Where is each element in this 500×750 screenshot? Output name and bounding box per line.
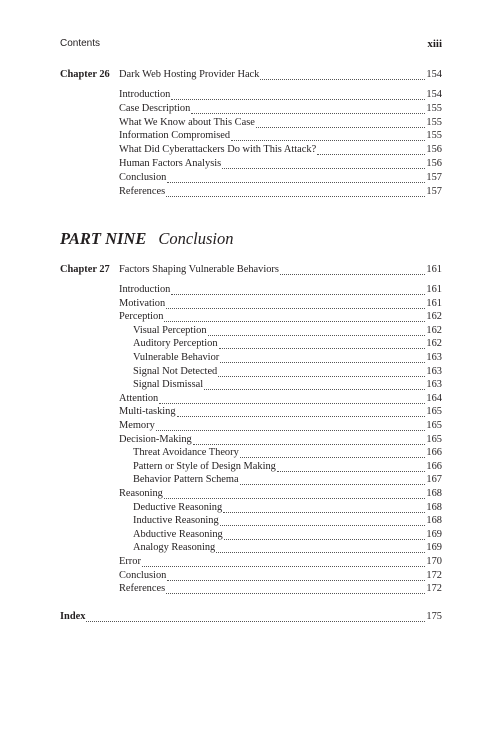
section-title: Information Compromised xyxy=(119,130,231,142)
section-title: Multi-tasking xyxy=(119,406,176,418)
chapter-27-title: Factors Shaping Vulnerable Behaviors xyxy=(119,264,279,275)
section-page: 162 xyxy=(426,324,442,336)
chapter-26-title: Dark Web Hosting Provider Hack xyxy=(119,69,260,80)
section-title: What Did Cyberattackers Do with This Attack? xyxy=(119,144,317,156)
toc-section-entry[interactable] xyxy=(119,433,442,447)
dot-leader xyxy=(159,394,425,404)
section-page: 155 xyxy=(426,102,442,114)
section-title: Auditory Perception xyxy=(133,338,218,350)
section-title: Vulnerable Behavior xyxy=(133,352,220,363)
running-head-title: Contents xyxy=(60,38,101,49)
toc-section-entry[interactable] xyxy=(119,157,442,171)
chapter-26-entry[interactable] xyxy=(119,68,442,82)
dot-leader xyxy=(156,421,426,431)
toc-section-entry[interactable] xyxy=(133,473,442,487)
part-heading xyxy=(60,228,234,250)
dot-leader xyxy=(216,543,425,553)
section-page: 162 xyxy=(426,311,442,323)
section-title: Inductive Reasoning xyxy=(133,515,219,527)
section-title: Conclusion xyxy=(119,569,167,581)
toc-section-entry[interactable] xyxy=(133,460,442,474)
section-title: Attention xyxy=(119,392,159,404)
section-page: 168 xyxy=(426,501,442,513)
section-title: Human Factors Analysis xyxy=(119,158,222,169)
chapter-27-page: 161 xyxy=(426,264,442,275)
section-page: 170 xyxy=(426,556,442,567)
dot-leader xyxy=(220,516,426,526)
section-page: 154 xyxy=(426,89,442,100)
dot-leader xyxy=(260,70,425,80)
part-label: PART NINE xyxy=(60,229,147,248)
section-title: Deductive Reasoning xyxy=(133,501,223,513)
section-page: 169 xyxy=(426,542,442,554)
section-title: Analogy Reasoning xyxy=(133,542,216,554)
toc-section-entry[interactable] xyxy=(119,310,442,324)
toc-section-entry[interactable] xyxy=(133,528,442,542)
dot-leader xyxy=(166,187,425,197)
toc-section-entry[interactable] xyxy=(133,541,442,555)
section-page: 168 xyxy=(426,515,442,527)
dot-leader xyxy=(167,173,425,183)
section-title: Threat Avoidance Theory xyxy=(133,447,239,459)
section-title: Conclusion xyxy=(119,171,167,183)
toc-section-entry[interactable] xyxy=(119,569,442,583)
toc-section-entry[interactable] xyxy=(119,185,442,199)
toc-section-entry[interactable] xyxy=(119,487,442,501)
toc-section-entry[interactable] xyxy=(133,324,442,338)
toc-section-entry[interactable] xyxy=(119,405,442,419)
section-page: 156 xyxy=(426,144,442,156)
dot-leader xyxy=(142,557,425,567)
toc-section-entry[interactable] xyxy=(119,297,442,311)
toc-section-entry[interactable] xyxy=(119,555,442,569)
section-page: 162 xyxy=(426,338,442,350)
section-page: 165 xyxy=(426,406,442,418)
section-title: Introduction xyxy=(119,284,171,295)
section-title: Pattern or Style of Design Making xyxy=(133,460,276,472)
dot-leader xyxy=(193,435,426,445)
section-page: 165 xyxy=(426,433,442,445)
section-page: 169 xyxy=(426,528,442,540)
index-page: 175 xyxy=(426,611,442,622)
toc-section-entry[interactable] xyxy=(119,419,442,433)
section-title: Behavior Pattern Schema xyxy=(133,474,239,486)
section-page: 166 xyxy=(426,460,442,472)
running-head xyxy=(60,38,442,52)
section-page: 155 xyxy=(426,130,442,142)
toc-section-entry[interactable] xyxy=(133,446,442,460)
toc-section-entry[interactable] xyxy=(133,514,442,528)
section-title: Decision-Making xyxy=(119,433,192,445)
chapter-26-page: 154 xyxy=(426,69,442,80)
section-page: 172 xyxy=(426,583,442,595)
section-title: Introduction xyxy=(119,89,171,100)
dot-leader xyxy=(167,571,425,581)
dot-leader xyxy=(317,145,425,155)
section-title: What We Know about This Case xyxy=(119,116,255,128)
index-entry[interactable] xyxy=(60,610,442,624)
chapter-26-label: Chapter 26 xyxy=(60,69,110,80)
dot-leader xyxy=(164,489,426,499)
dot-leader xyxy=(191,104,425,114)
section-page: 165 xyxy=(426,420,442,431)
part-title: Conclusion xyxy=(158,229,234,248)
toc-section-entry[interactable] xyxy=(119,143,442,157)
dot-leader xyxy=(222,159,425,169)
section-page: 161 xyxy=(426,284,442,295)
dot-leader xyxy=(224,530,426,540)
dot-leader xyxy=(256,118,426,128)
dot-leader xyxy=(277,462,426,472)
dot-leader xyxy=(240,448,426,458)
chapter-27-label: Chapter 27 xyxy=(60,264,110,275)
toc-section-entry[interactable] xyxy=(119,116,442,130)
toc-section-entry[interactable] xyxy=(119,129,442,143)
section-title: Perception xyxy=(119,311,164,323)
chapter-27-entry[interactable] xyxy=(119,263,442,277)
page-number: xiii xyxy=(427,38,442,50)
dot-leader xyxy=(223,503,425,513)
dot-leader xyxy=(220,353,425,363)
section-title: Reasoning xyxy=(119,488,163,499)
section-page: 155 xyxy=(426,116,442,128)
toc-section-entry[interactable] xyxy=(133,365,442,379)
toc-section-entry[interactable] xyxy=(133,501,442,515)
section-page: 163 xyxy=(426,379,442,391)
section-page: 168 xyxy=(426,488,442,499)
section-page: 166 xyxy=(426,447,442,459)
section-page: 172 xyxy=(426,569,442,581)
section-title: Visual Perception xyxy=(133,324,207,336)
dot-leader xyxy=(166,299,425,309)
section-page: 163 xyxy=(426,365,442,377)
dot-leader xyxy=(164,312,425,322)
section-page: 157 xyxy=(426,171,442,183)
section-page: 156 xyxy=(426,158,442,169)
dot-leader xyxy=(218,367,425,377)
dot-leader xyxy=(231,131,425,141)
section-page: 167 xyxy=(426,474,442,486)
section-page: 157 xyxy=(426,185,442,197)
dot-leader xyxy=(171,90,425,100)
dot-leader xyxy=(177,407,426,417)
toc-section-entry[interactable] xyxy=(119,283,442,297)
section-page: 164 xyxy=(426,392,442,404)
dot-leader xyxy=(171,285,425,295)
toc-section-entry[interactable] xyxy=(119,88,442,102)
dot-leader xyxy=(166,584,425,594)
toc-section-entry[interactable] xyxy=(119,102,442,116)
dot-leader xyxy=(280,265,425,275)
toc-section-entry[interactable] xyxy=(133,337,442,351)
dot-leader xyxy=(208,326,426,336)
toc-section-entry[interactable] xyxy=(133,351,442,365)
section-title: References xyxy=(119,583,166,595)
section-title: Signal Not Detected xyxy=(133,365,218,377)
dot-leader xyxy=(86,612,425,622)
section-title: Abductive Reasoning xyxy=(133,528,223,540)
section-title: References xyxy=(119,185,166,197)
section-title: Case Description xyxy=(119,102,191,114)
dot-leader xyxy=(204,380,425,390)
toc-section-entry[interactable] xyxy=(119,582,442,596)
section-title: Memory xyxy=(119,420,155,431)
section-title: Error xyxy=(119,556,141,567)
dot-leader xyxy=(219,339,426,349)
section-title: Motivation xyxy=(119,297,166,309)
toc-section-entry[interactable] xyxy=(133,378,442,392)
index-title: Index xyxy=(60,611,86,622)
dot-leader xyxy=(240,475,426,485)
section-page: 163 xyxy=(426,352,442,363)
toc-section-entry[interactable] xyxy=(119,171,442,185)
section-title: Signal Dismissal xyxy=(133,379,204,391)
toc-section-entry[interactable] xyxy=(119,392,442,406)
section-page: 161 xyxy=(426,297,442,309)
